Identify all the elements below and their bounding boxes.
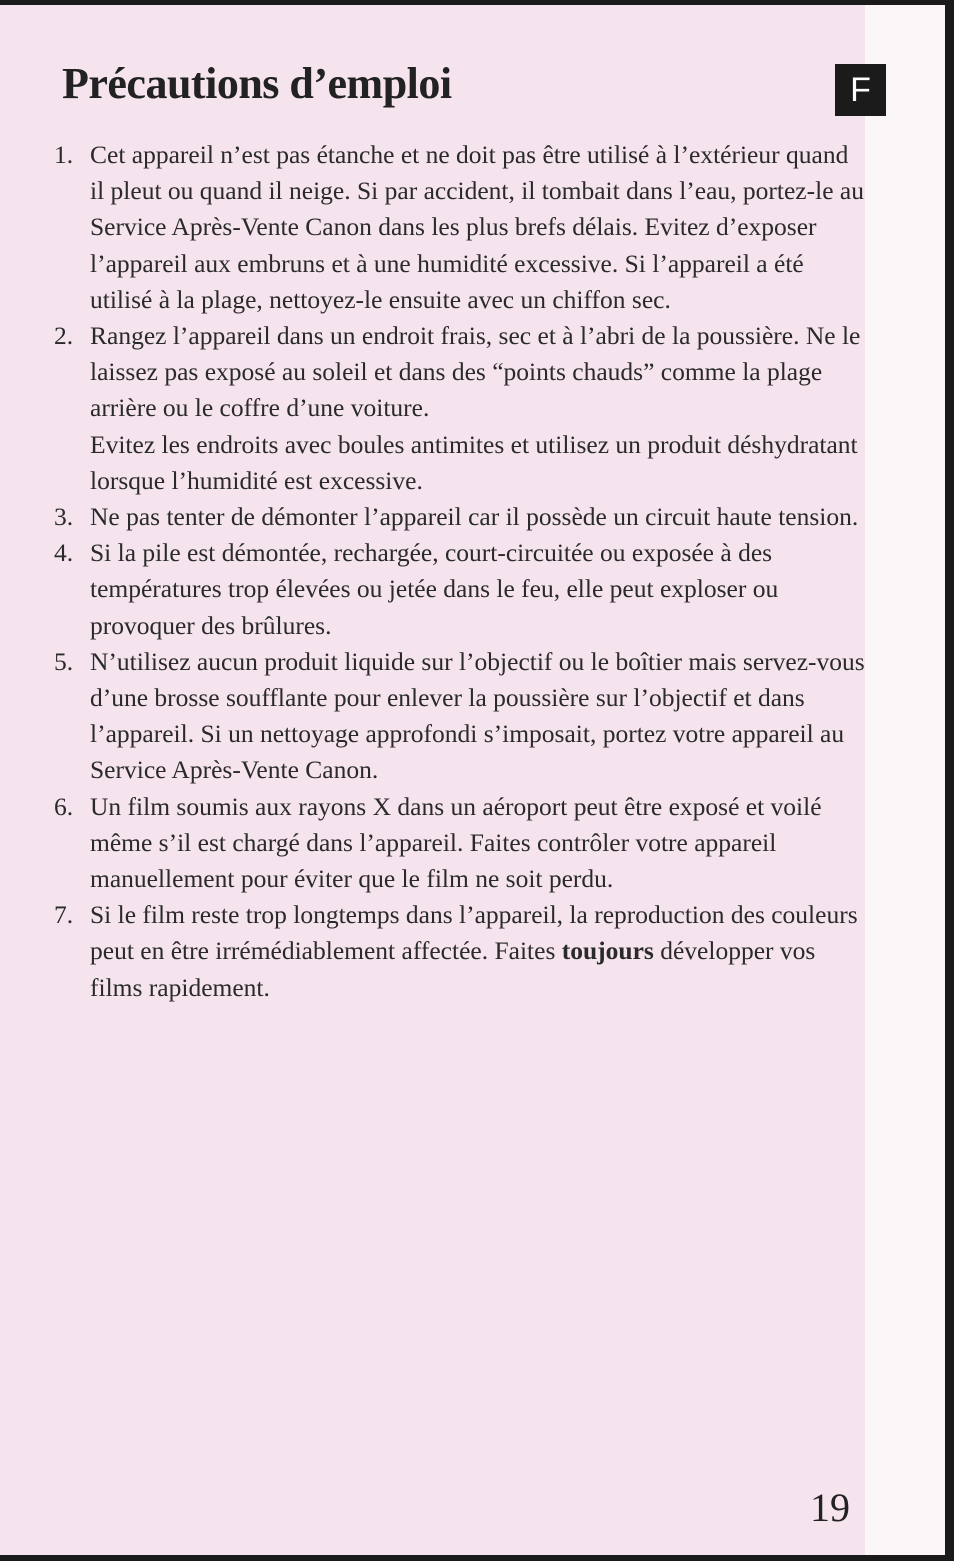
- item-paragraph: Rangez l’appareil dans un endroit frais, sec et à l’abri de la poussière. Ne le laissez pas exposé au soleil et dans des “points chauds” comme la plage arrière ou le coffre d’une voiture.: [90, 321, 861, 423]
- list-item-7: [54, 897, 866, 1006]
- item-number: 7.: [54, 900, 74, 930]
- list-item-6: [54, 789, 866, 898]
- item-text: [90, 499, 866, 535]
- item-text-after: développer vos films rapidement.: [90, 936, 816, 1002]
- page-bottom-edge: [0, 1555, 954, 1561]
- item-text: [90, 318, 866, 499]
- precautions-list: [54, 137, 866, 1006]
- item-text: [90, 789, 866, 898]
- list-item-2: [54, 318, 866, 499]
- item-number: 5.: [54, 646, 74, 676]
- item-number: 6.: [54, 791, 74, 821]
- item-text-before: Si le film reste trop longtemps dans l’appareil, la reproduction des couleurs peut en être irrémédiablement affectée. Faites: [90, 900, 858, 966]
- item-paragraph: Cet appareil n’est pas étanche et ne doit pas être utilisé à l’extérieur quand il pleut ou quand il neige. Si par accident, il tombait dans l’eau, portez-le au Service Après-Vente Canon dans les plus brefs délais. Evitez d’exposer l’appareil aux embruns et à une humidité excessive. Si l’appareil a été utilisé à la plage, nettoyez-le ensuite avec un chiffon sec.: [90, 140, 864, 314]
- page-right-margin: [865, 5, 945, 1555]
- item-paragraph: Ne pas tenter de démonter l’appareil car il possède un circuit haute tension.: [90, 502, 859, 532]
- page-right-edge: [945, 0, 954, 1561]
- item-number: 4.: [54, 538, 74, 568]
- item-text: [90, 897, 866, 1006]
- language-badge: F: [835, 64, 886, 116]
- item-number: 3.: [54, 502, 74, 532]
- list-item-5: [54, 644, 866, 789]
- item-paragraph: Si la pile est démontée, rechargée, court-circuitée ou exposée à des températures trop élevées ou jetée dans le feu, elle peut exploser ou provoquer des brûlures.: [90, 538, 779, 640]
- item-bold-word: toujours: [561, 936, 654, 966]
- item-text: [90, 535, 866, 644]
- page-number: 19: [810, 1485, 850, 1530]
- item-text: [90, 137, 866, 318]
- item-number: 1.: [54, 140, 74, 169]
- item-paragraph: [90, 897, 866, 1006]
- page-title: Précautions d’emploi: [62, 59, 452, 108]
- item-paragraph: Un film soumis aux rayons X dans un aéroport peut être exposé et voilé même s’il est chargé dans l’appareil. Faites contrôler votre appareil manuellement pour éviter que le film ne soit perdu.: [90, 791, 822, 894]
- list-item-1: [54, 137, 866, 318]
- item-paragraph: N’utilisez aucun produit liquide sur l’objectif ou le boîtier mais servez-vous d’une brosse soufflante pour enlever la poussière sur l’objectif et dans l’appareil. Si un nettoyage approfondi s’imposait, portez votre appareil au Service Après-Vente Canon.: [90, 646, 865, 785]
- item-paragraph: Evitez les endroits avec boules antimites et utilisez un produit déshydratant lorsque l’humidité est excessive.: [90, 429, 858, 495]
- list-item-3: [54, 499, 866, 535]
- page-top-edge: [0, 0, 954, 5]
- item-text: [90, 644, 866, 789]
- item-number: 2.: [54, 321, 74, 351]
- list-item-4: [54, 535, 866, 644]
